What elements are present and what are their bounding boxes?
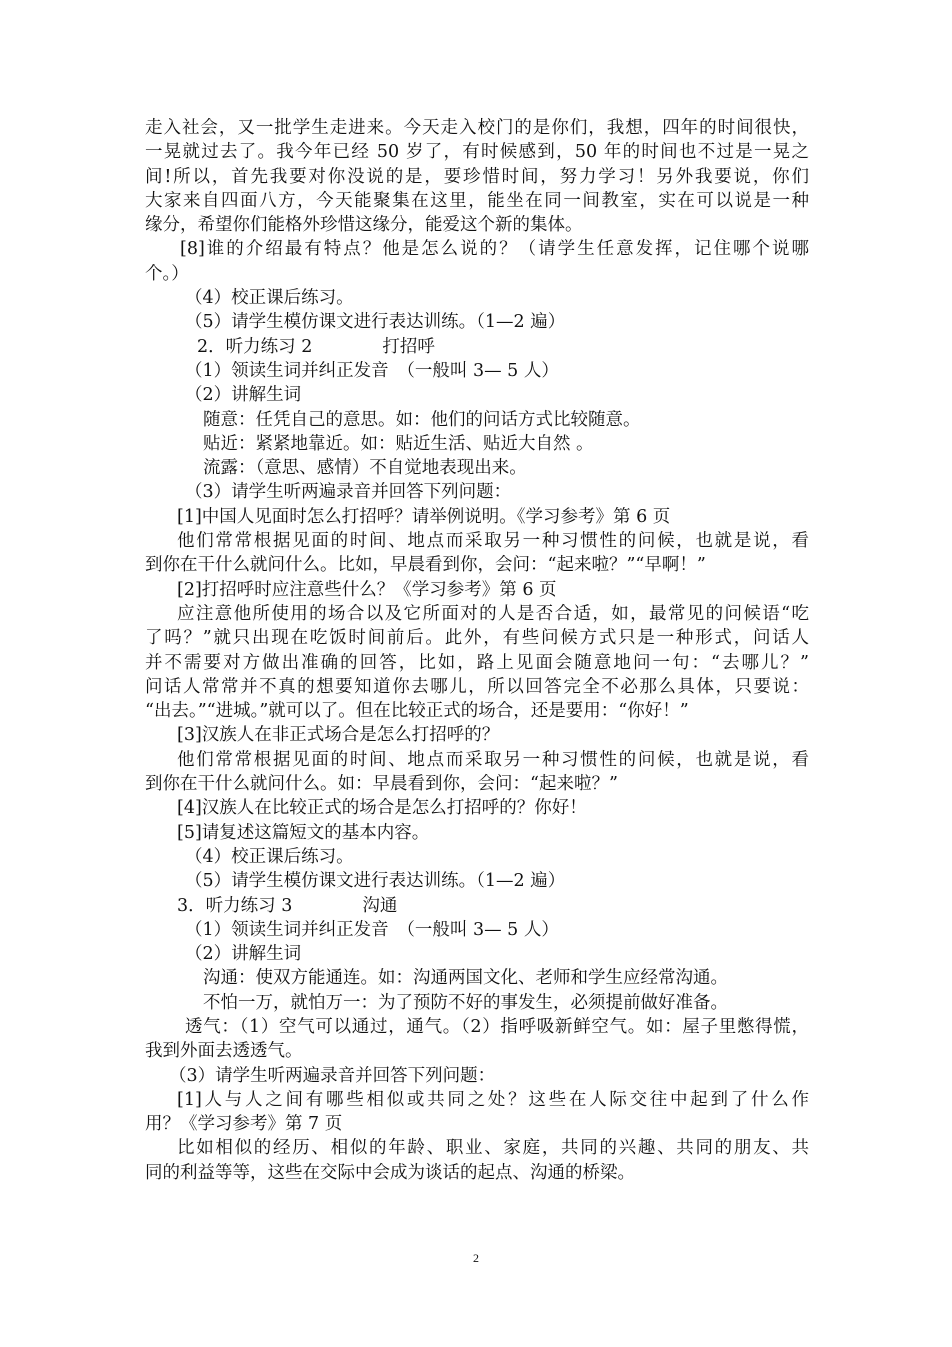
text-line: （5）请学生模仿课文进行表达训练。（1—2 遍） — [185, 871, 566, 892]
text-line: 随意：任凭自己的意思。如：他们的问话方式比较随意。 — [203, 409, 641, 430]
text-line: [5]请复述这篇短文的基本内容。 — [177, 822, 430, 843]
text-line: 贴近：紧紧地靠近。如：贴近生活、贴近大自然 。 — [203, 433, 594, 454]
text-line: 应注意他所使用的场合以及它所面对的人是否合适，如，最常见的问候语“吃 — [177, 603, 809, 624]
text-line: （4）校正课后练习。 — [185, 846, 354, 867]
text-line: （2）讲解生词 — [185, 385, 302, 406]
text-line: （3）请学生听两遍录音并回答下列问题： — [169, 1065, 496, 1086]
text-line: [3]汉族人在非正式场合是怎么打招呼的？ — [177, 725, 500, 746]
text-line: 我到外面去透透气。 — [145, 1041, 303, 1062]
text-line: 不怕一万，就怕万一：为了预防不好的事发生，必须提前做好准备。 — [203, 992, 728, 1013]
text-line: 他们常常根据见面的时间、地点而采取另一种习惯性的问候，也就是说，看 — [177, 531, 809, 552]
text-line: 到你在干什么就问什么。如：早晨看到你，会问：“起来啦？” — [145, 774, 618, 795]
text-line: 走入社会，又一批学生走进来。今天走入校门的是你们，我想，四年的时间很快， — [145, 118, 809, 138]
text-line: 个。） — [145, 263, 189, 284]
text-line: 比如相似的经历、相似的年龄、职业、家庭，共同的兴趣、共同的朋友、共 — [177, 1138, 809, 1159]
text-line: [8]谁的介绍最有特点？他是怎么说的？（请学生任意发挥，记住哪个说哪 — [180, 239, 809, 260]
text-line: 问话人常常并不真的想要知道你去哪儿，所以回答完全不必那么具体，只要说： — [145, 676, 809, 697]
text-line: 缘分，希望你们能格外珍惜这缘分，能爱这个新的集体。 — [145, 215, 583, 236]
text-line: 3．听力练习 3 沟通 — [177, 895, 398, 916]
text-line: （1）领读生词并纠正发音 （一般叫 3— 5 人） — [185, 360, 559, 381]
text-line: 2．听力练习 2 打招呼 — [197, 336, 435, 357]
text-line: 大家来自四面八方，今天能聚集在这里，能坐在同一间教室，实在可以说是一种 — [145, 190, 809, 211]
text-line: “出去。”“进城。”就可以了。但在比较正式的场合，还是要用：“你好！” — [145, 701, 689, 722]
text-line: 间!所以，首先我要对你没说的是，要珍惜时间，努力学习！另外我要说，你们 — [145, 166, 809, 187]
text-line: （3）请学生听两遍录音并回答下列问题： — [185, 482, 512, 503]
text-line: （1）领读生词并纠正发音 （一般叫 3— 5 人） — [185, 919, 559, 940]
text-line: [1]中国人见面时怎么打招呼？请举例说明。《学习参考》第 6 页 — [177, 506, 671, 527]
text-line: 并不需要对方做出准确的回答，比如，路上见面会随意地问一句：“去哪儿？” — [145, 652, 809, 673]
text-line: 流露：（意思、感情）不自觉地表现出来。 — [203, 458, 527, 479]
text-line: （4）校正课后练习。 — [185, 288, 354, 309]
text-line: 透气：（1）空气可以通过，通气。（2）指呼吸新鲜空气。如：屋子里憋得慌， — [185, 1016, 809, 1037]
text-line: （5）请学生模仿课文进行表达训练。（1—2 遍） — [185, 312, 566, 333]
text-line: 他们常常根据见面的时间、地点而采取另一种习惯性的问候，也就是说，看 — [177, 749, 809, 770]
text-line: （2）讲解生词 — [185, 944, 302, 965]
text-line: 了吗？”就只出现在吃饭时间前后。此外，有些问候方式只是一种形式，问话人 — [145, 628, 809, 649]
page-number: 2 — [473, 1251, 479, 1265]
body-text — [145, 116, 809, 1185]
text-line: 到你在干什么就问什么。比如，早晨看到你，会问：“起来啦？”“早啊！” — [145, 555, 706, 576]
text-line: 一晃就过去了。我今年已经 50 岁了，有时候感到，50 年的时间也不过是一晃之 — [145, 142, 809, 163]
text-line: [4]汉族人在比较正式的场合是怎么打招呼的？你好！ — [177, 798, 587, 819]
text-line: 用？《学习参考》第 7 页 — [145, 1114, 343, 1135]
text-line: [1]人与人之间有哪些相似或共同之处？这些在人际交往中起到了什么作 — [177, 1089, 809, 1110]
text-line: [2]打招呼时应注意些什么？《学习参考》第 6 页 — [177, 579, 557, 600]
text-line: 同的利益等等，这些在交际中会成为谈话的起点、沟通的桥梁。 — [145, 1162, 635, 1183]
text-line: 沟通：使双方能通连。如：沟通两国文化、老师和学生应经常沟通。 — [203, 968, 728, 989]
